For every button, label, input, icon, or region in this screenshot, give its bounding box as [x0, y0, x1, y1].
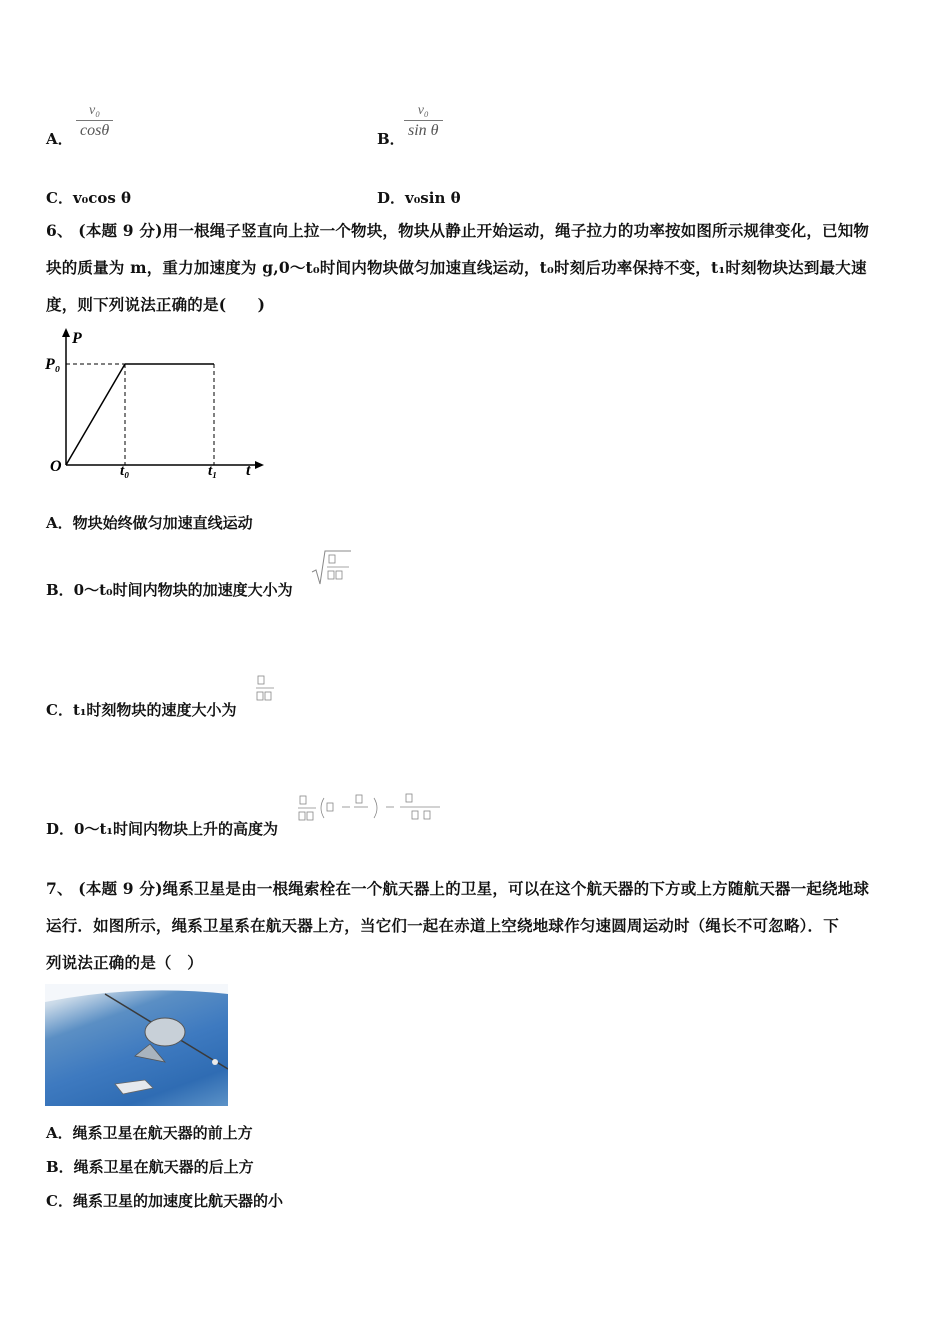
space-shuttle	[115, 1080, 153, 1094]
y-axis-arrow	[62, 328, 70, 337]
q6-option-c-formula	[254, 674, 278, 704]
option-c-text: v₀cos θ	[72, 189, 132, 207]
placeholder-box	[406, 794, 412, 802]
fraction-numerator: v₀	[89, 103, 101, 118]
placeholder-box	[265, 692, 271, 700]
option-a-fraction	[76, 102, 113, 141]
placeholder-box	[336, 571, 342, 579]
option-c	[46, 187, 131, 208]
power-time-graph	[40, 325, 270, 485]
q6-option-c: C．t₁时刻物块的速度大小为	[46, 701, 237, 719]
right-paren	[374, 798, 377, 818]
q7-option-c: C．绳系卫星的加速度比航天器的小	[46, 1192, 283, 1210]
spacecraft-panel	[135, 1044, 165, 1062]
option-a-label: A．	[46, 130, 73, 148]
question-6-line-1: 6、 (本题 9 分)用一根绳子竖直向上拉一个物块，物块从静止开始运动，绳子拉力的功率按如图所示规律变化，已知物	[46, 221, 870, 240]
q7-option-b: B．绳系卫星在航天器的后上方	[46, 1158, 254, 1176]
question-6-line-3: 度，则下列说法正确的是( )	[46, 295, 266, 314]
tethered-satellite-image	[45, 984, 228, 1106]
origin-label: O	[50, 458, 62, 475]
space-haze	[45, 984, 228, 1002]
option-c-label: C．	[46, 189, 73, 207]
question-7-line-1: 7、 (本题 9 分)绳系卫星是由一根绳索栓在一个航天器上的卫星，可以在这个航天器的下方或上方随航天器一起绕地球	[46, 879, 870, 898]
y-axis-label: P	[72, 330, 82, 347]
option-b-fraction	[404, 102, 443, 141]
question-7-stem	[46, 870, 911, 981]
question-7-line-2: 运行．如图所示，绳系卫星系在航天器上方，当它们一起在赤道上空绕地球作匀速圆周运动时（绳长不可忽略）．下	[46, 916, 839, 935]
q6-option-d: D．0～t₁时间内物块上升的高度为	[46, 820, 278, 838]
question-6-line-2: 块的质量为 m，重力加速度为 g,0～t₀时间内物块做匀加速直线运动，t₀时刻后功率保持不变，t₁时刻物块达到最大速	[46, 258, 867, 277]
t1-label: t₁	[208, 463, 218, 479]
p0-label: P₀	[45, 356, 61, 373]
placeholder-box	[356, 795, 362, 803]
placeholder-box	[424, 811, 430, 819]
fraction-denominator: cosθ	[80, 122, 110, 139]
placeholder-box	[300, 796, 306, 804]
x-axis-arrow	[255, 461, 264, 469]
placeholder-box	[299, 812, 305, 820]
placeholder-box	[328, 571, 334, 579]
ramp-line	[66, 364, 125, 465]
q6-option-b: B．0～t₀时间内物块的加速度大小为	[46, 581, 293, 599]
option-d	[377, 187, 461, 208]
left-paren	[321, 798, 324, 818]
satellite-illustration	[45, 984, 228, 1106]
tethered-satellite	[212, 1059, 218, 1065]
x-axis-label: t	[246, 462, 251, 479]
question-6-stem	[46, 212, 911, 323]
placeholder-box	[329, 555, 335, 563]
fraction-numerator: v₀	[417, 103, 429, 118]
spacecraft-body	[145, 1018, 185, 1046]
q6-option-d-formula	[296, 790, 446, 826]
question-7-line-3: 列说法正确的是（ ）	[46, 953, 204, 972]
option-b-label: B．	[377, 130, 405, 148]
q6-option-a: A．物块始终做匀加速直线运动	[46, 514, 253, 532]
placeholder-box	[307, 812, 313, 820]
t0-label: t₀	[120, 463, 130, 479]
option-d-label: D．	[377, 189, 406, 207]
placeholder-box	[412, 811, 418, 819]
q7-option-a: A．绳系卫星在航天器的前上方	[46, 1124, 253, 1142]
q6-option-b-formula-sqrt	[310, 548, 352, 588]
fraction-denominator: sin θ	[408, 122, 439, 139]
placeholder-box	[258, 676, 264, 684]
option-d-text: v₀sin θ	[405, 189, 461, 207]
placeholder-box	[257, 692, 263, 700]
placeholder-box	[327, 803, 333, 811]
